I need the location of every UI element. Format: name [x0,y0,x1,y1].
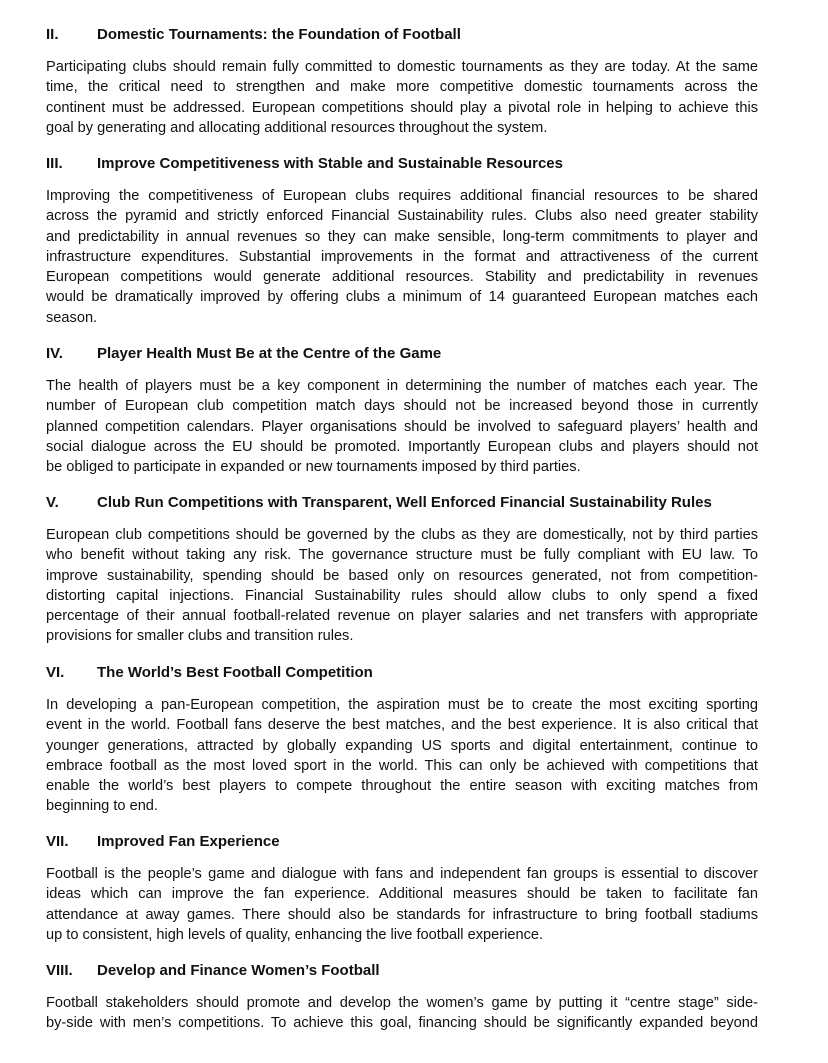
section-number: II. [46,26,59,43]
paragraph-line: Football is the people’s game and dialogue with fans and independent fan groups is essential to discover [46,866,758,882]
paragraph-line: Football stakeholders should promote and develop the women’s game by putting it “centre stage” side- [46,995,758,1011]
section-iii [46,154,758,328]
paragraph-line: infrastructure expenditures. Substantial improvements in the format and attractiveness of the current [46,248,758,265]
paragraph-line: improve sustainability, spending should be based only on resources generated, not from competition- [46,567,758,584]
paragraph-line: European competitions would generate additional resources. Stability and predictability in revenues [46,269,758,286]
section-title: Domestic Tournaments: the Foundation of Football [97,26,461,43]
paragraph-line: by-side with men’s competitions. To achieve this goal, financing should be significantly expanded beyond [46,1015,758,1032]
section-v [46,493,758,647]
section-heading [46,832,758,852]
paragraph-line: The health of players must be a key component in determining the number of matches each year. The [46,378,758,394]
section-title: Develop and Finance Women’s Football [97,962,380,979]
paragraph-line: social dialogue across the EU should be promoted. Importantly European clubs and players should not [46,438,758,455]
paragraph-line: who benefit without taking any risk. The governance structure must be fully compliant with EU law. To [46,547,758,564]
section-title: Player Health Must Be at the Centre of the Game [97,345,442,362]
paragraph-line: and predictability in annual revenues so they can make sensible, long-term commitments to player and [46,228,758,245]
section-heading [46,154,758,174]
paragraph-line: European club competitions should be governed by the clubs as they are domestically, not by third parties [46,527,758,543]
section-heading [46,663,758,683]
paragraph-line: event in the world. Football fans deserve the best matches, and the best experience. It is also critical that [46,717,758,734]
section-title: The World’s Best Football Competition [97,664,373,681]
paragraph-line: provisions for smaller clubs and transition rules. [46,628,354,645]
paragraph-line: beginning to end. [46,798,158,815]
section-paragraph [46,57,758,138]
paragraph-line: would be dramatically improved by offering clubs a minimum of 14 guaranteed European matches each [46,289,758,306]
paragraph-line: continent must be addressed. European competitions should play a pivotal role in helping to achieve this [46,99,758,116]
section-vi [46,663,758,817]
paragraph-line: across the pyramid and strictly enforced Financial Sustainability rules. Clubs also need greater stability [46,208,758,225]
section-number: III. [46,155,63,172]
section-ii [46,25,758,138]
paragraph-line: distorting capital injections. Financial Sustainability rules should allow clubs to only spend a fixed [46,587,758,604]
section-number: VIII. [46,962,73,979]
paragraph-line: In developing a pan-European competition, the aspiration must be to create the most exciting sporting [46,697,758,713]
section-paragraph [46,525,758,647]
paragraph-line: embrace football as the most loved sport in the world. This can only be achieved with competitions that [46,757,758,774]
paragraph-line: enable the world’s best players to compete throughout the entire season with exciting matches from [46,778,758,795]
section-paragraph [46,993,758,1034]
section-heading [46,344,758,364]
section-title: Improve Competitiveness with Stable and Sustainable Resources [97,155,563,172]
paragraph-line: season. [46,309,98,326]
paragraph-line: ideas which can improve the fan experience. Additional measures should be taken to facilitate fan [46,886,758,903]
section-heading [46,493,758,513]
paragraph-line: time, the critical need to strengthen and make more competitive domestic tournaments across the [46,79,758,96]
paragraph-line: Participating clubs should remain fully committed to domestic tournaments as they are today. At the same [46,59,758,75]
section-paragraph [46,695,758,817]
section-title: Club Run Competitions with Transparent, Well Enforced Financial Sustainability Rules [97,494,712,511]
section-paragraph [46,186,758,328]
paragraph-line: younger generations, attracted by globally expanding US sports and digital entertainment, continue to [46,737,758,754]
section-number: V. [46,494,59,511]
section-iv [46,344,758,477]
section-vii [46,832,758,945]
paragraph-line: goal by generating and allocating additional resources throughout the system. [46,119,548,136]
paragraph-line: planned competition calendars. Player organisations should be involved to safeguard players’ health and [46,418,758,435]
section-title: Improved Fan Experience [97,833,280,850]
section-viii [46,961,758,1034]
section-number: IV. [46,345,63,362]
section-paragraph [46,864,758,945]
section-heading [46,25,758,45]
paragraph-line: number of European club competition match days should not be increased beyond those in currently [46,398,758,415]
paragraph-line: be obliged to participate in expanded or new tournaments imposed by third parties. [46,459,581,476]
paragraph-line: attendance at away games. There should also be standards for infrastructure to bring football stadiums [46,906,758,923]
section-number: VI. [46,664,65,681]
paragraph-line: up to consistent, high levels of quality, enhancing the live football experience. [46,926,544,943]
section-number: VII. [46,833,69,850]
section-heading [46,961,758,981]
paragraph-line: Improving the competitiveness of European clubs requires additional financial resources to be shared [46,188,758,204]
section-paragraph [46,376,758,477]
paragraph-line: percentage of their annual football-related revenue on player salaries and net transfers with appropriate [46,608,758,625]
